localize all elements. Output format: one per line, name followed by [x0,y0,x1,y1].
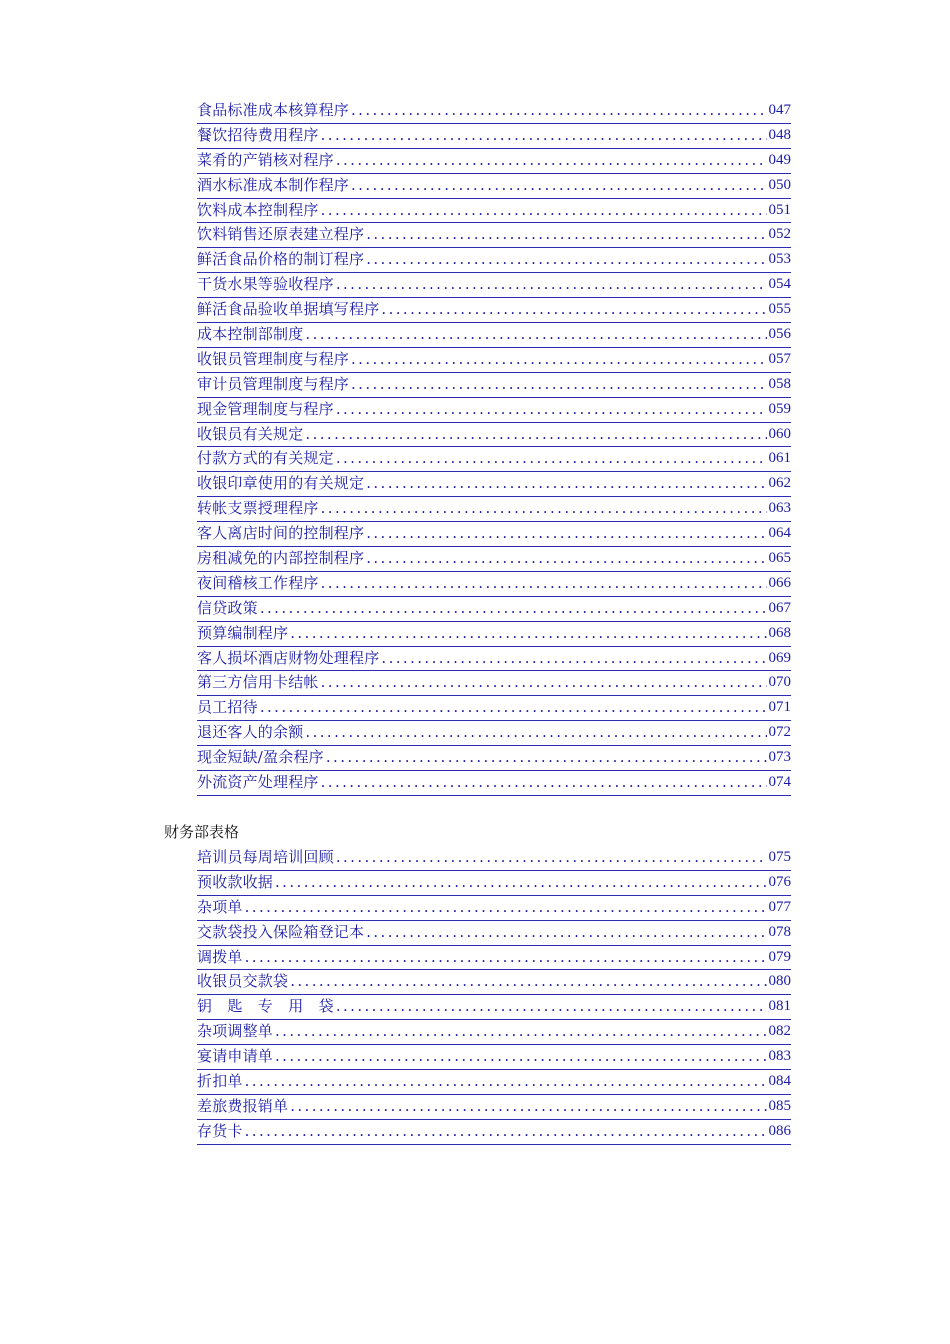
toc-entry[interactable] [197,946,791,971]
toc-dot-leader [366,472,766,496]
toc-entry[interactable] [197,149,791,174]
toc-entry[interactable] [197,696,791,721]
toc-list-part2 [197,846,791,1145]
toc-entry-title: 审计员管理制度与程序 [197,374,350,393]
toc-dot-leader [321,671,767,695]
toc-entry-page-number: 059 [768,400,791,417]
toc-entry-title: 预收款收据 [197,872,274,891]
toc-entry-title: 钥 匙 专 用 袋 [197,997,334,1016]
toc-entry[interactable] [197,298,791,323]
toc-dot-leader [336,447,767,471]
toc-dot-leader [305,423,766,447]
toc-entry-page-number: 066 [768,574,791,591]
toc-dot-leader [366,522,766,546]
toc-dot-leader [245,1120,767,1144]
toc-entry[interactable] [197,746,791,771]
toc-dot-leader [366,547,766,571]
toc-entry[interactable] [197,223,791,248]
toc-entry-title: 干货水果等验收程序 [197,275,334,294]
toc-dot-leader [290,970,766,994]
toc-entry[interactable] [197,1120,791,1145]
toc-dot-leader [326,746,767,770]
toc-entry-title: 转帐支票授理程序 [197,499,319,518]
toc-entry-page-number: 075 [768,848,791,865]
toc-entry-page-number: 054 [768,276,791,293]
toc-entry-page-number: 053 [768,251,791,268]
toc-entry-page-number: 055 [768,301,791,318]
toc-entry[interactable] [197,547,791,572]
toc-entry[interactable] [197,522,791,547]
toc-dot-leader [260,597,767,621]
toc-dot-leader [381,647,766,671]
toc-entry-title: 杂项调整单 [197,1022,274,1041]
toc-entry-title: 折扣单 [197,1072,243,1090]
toc-entry[interactable] [197,572,791,597]
toc-entry-page-number: 077 [768,898,791,915]
toc-entry[interactable] [197,647,791,672]
toc-entry-page-number: 079 [768,948,791,965]
toc-entry[interactable] [197,1020,791,1045]
toc-entry[interactable] [197,771,791,796]
toc-entry-page-number: 061 [768,450,791,467]
toc-entry-page-number: 052 [768,226,791,243]
toc-dot-leader [366,248,766,272]
toc-entry-page-number: 069 [768,649,791,666]
toc-dot-leader [290,1095,766,1119]
toc-entry-title: 收银员交款袋 [197,972,289,991]
toc-dot-leader [245,946,767,970]
toc-entry[interactable] [197,323,791,348]
toc-entry-page-number: 073 [768,749,791,766]
toc-entry-title: 房租减免的内部控制程序 [197,549,365,568]
toc-entry-page-number: 081 [768,998,791,1015]
toc-entry-title: 存货卡 [197,1121,243,1140]
toc-entry-page-number: 050 [768,176,791,193]
toc-entry[interactable] [197,1070,791,1095]
toc-dot-leader [275,1045,766,1069]
toc-dot-leader [321,124,767,148]
toc-entry-title: 成本控制部制度 [197,325,304,343]
toc-dot-leader [366,921,766,945]
toc-entry-title: 调拨单 [197,947,243,966]
toc-entry-page-number: 076 [768,873,791,890]
toc-entry-page-number: 072 [768,724,791,741]
toc-entry-title: 付款方式的有关规定 [197,449,334,468]
toc-entry-page-number: 086 [768,1122,791,1139]
toc-entry-page-number: 085 [768,1097,791,1114]
toc-entry-title: 客人离店时间的控制程序 [197,524,365,543]
toc-entry-page-number: 048 [768,126,791,143]
toc-dot-leader [321,771,767,795]
toc-dot-leader [245,1070,767,1094]
toc-entry-title: 夜间稽核工作程序 [197,573,319,592]
toc-entry[interactable] [197,248,791,273]
toc-entry-page-number: 078 [768,923,791,940]
toc-entry[interactable] [197,447,791,472]
toc-dot-leader [275,1020,766,1044]
toc-entry[interactable] [197,896,791,921]
toc-entry-page-number: 071 [768,699,791,716]
toc-entry-title: 饮料销售还原表建立程序 [197,225,365,244]
toc-entry-title: 宴请申请单 [197,1047,274,1066]
toc-entry-title: 饮料成本控制程序 [197,200,319,219]
toc-dot-leader [336,398,767,422]
toc-entry[interactable] [197,921,791,946]
toc-entry-page-number: 049 [768,151,791,168]
toc-entry-title: 差旅费报销单 [197,1096,289,1115]
toc-entry-page-number: 068 [768,624,791,641]
toc-dot-leader [351,348,766,372]
toc-dot-leader [305,721,766,745]
toc-entry-page-number: 064 [768,525,791,542]
toc-entry-title: 第三方信用卡结帐 [197,673,319,692]
toc-entry[interactable] [197,1045,791,1070]
toc-entry[interactable] [197,472,791,497]
toc-entry-title: 退还客人的余额 [197,723,304,742]
toc-entry-page-number: 047 [768,101,791,118]
toc-entry-page-number: 082 [768,1023,791,1040]
toc-dot-leader [336,995,767,1019]
toc-entry-title: 收银印章使用的有关规定 [197,474,365,493]
toc-dot-leader [275,871,766,895]
toc-entry-title: 现金短缺/盈余程序 [197,748,324,767]
toc-entry-page-number: 051 [768,201,791,218]
toc-entry-page-number: 063 [768,500,791,517]
toc-dot-leader [351,373,766,397]
toc-entry[interactable] [197,597,791,622]
toc-entry-title: 食品标准成本核算程序 [197,100,350,119]
toc-entry-title: 餐饮招待费用程序 [197,125,319,144]
toc-entry-title: 杂项单 [197,897,243,916]
toc-entry-page-number: 065 [768,550,791,567]
toc-entry-title: 菜肴的产销核对程序 [197,150,334,169]
toc-entry-title: 酒水标准成本制作程序 [197,175,350,194]
toc-entry-title: 现金管理制度与程序 [197,399,334,418]
toc-entry-page-number: 080 [768,973,791,990]
toc-entry[interactable] [197,671,791,696]
toc-entry[interactable] [197,871,791,896]
toc-entry-title: 外流资产处理程序 [197,773,319,792]
toc-dot-leader [245,896,767,920]
toc-dot-leader [321,199,767,223]
toc-entry-title: 交款袋投入保险箱登记本 [197,922,365,941]
toc-dot-leader [336,273,767,297]
toc-entry-page-number: 070 [768,674,791,691]
toc-entry-page-number: 067 [768,599,791,616]
toc-entry[interactable] [197,622,791,647]
toc-entry-title: 鲜活食品验收单据填写程序 [197,300,380,319]
toc-entry[interactable] [197,398,791,423]
toc-entry-page-number: 083 [768,1048,791,1065]
toc-entry-title: 收银员有关规定 [197,424,304,443]
toc-entry-page-number: 062 [768,475,791,492]
toc-entry[interactable] [197,970,791,995]
toc-dot-leader [321,572,767,596]
toc-entry-title: 信贷政策 [197,598,258,617]
toc-entry[interactable] [197,846,791,871]
toc-entry[interactable] [197,995,791,1020]
toc-entry-title: 鲜活食品价格的制订程序 [197,250,365,269]
toc-dot-leader [336,846,767,870]
toc-entry-page-number: 058 [768,375,791,392]
toc-entry[interactable] [197,273,791,298]
toc-entry[interactable] [197,497,791,522]
toc-dot-leader [260,696,767,720]
toc-entry[interactable] [197,124,791,149]
toc-entry[interactable] [197,174,791,199]
toc-entry-title: 员工招待 [197,698,258,717]
toc-entry-title: 预算编制程序 [197,623,289,642]
toc-dot-leader [321,497,767,521]
toc-entry-title: 客人损坏酒店财物处理程序 [197,648,380,667]
section-heading-finance-forms: 财务部表格 [164,823,240,841]
toc-entry[interactable] [197,348,791,373]
toc-dot-leader [290,622,766,646]
toc-entry[interactable] [197,99,791,124]
toc-entry-page-number: 060 [768,425,791,442]
toc-entry[interactable] [197,199,791,224]
toc-entry-title: 培训员每周培训回顾 [197,847,334,866]
toc-entry-page-number: 056 [768,326,791,342]
toc-dot-leader [305,323,766,347]
toc-entry[interactable] [197,423,791,448]
toc-dot-leader [351,174,766,198]
toc-entry-page-number: 057 [768,350,791,367]
toc-entry-page-number: 074 [768,774,791,791]
toc-entry[interactable] [197,721,791,746]
toc-dot-leader [336,149,767,173]
toc-dot-leader [351,99,766,123]
toc-entry-title: 收银员管理制度与程序 [197,349,350,368]
toc-dot-leader [381,298,766,322]
toc-entry-page-number: 084 [768,1073,791,1089]
toc-entry[interactable] [197,1095,791,1120]
toc-entry[interactable] [197,373,791,398]
toc-dot-leader [366,223,766,247]
toc-list-part1 [197,99,791,796]
